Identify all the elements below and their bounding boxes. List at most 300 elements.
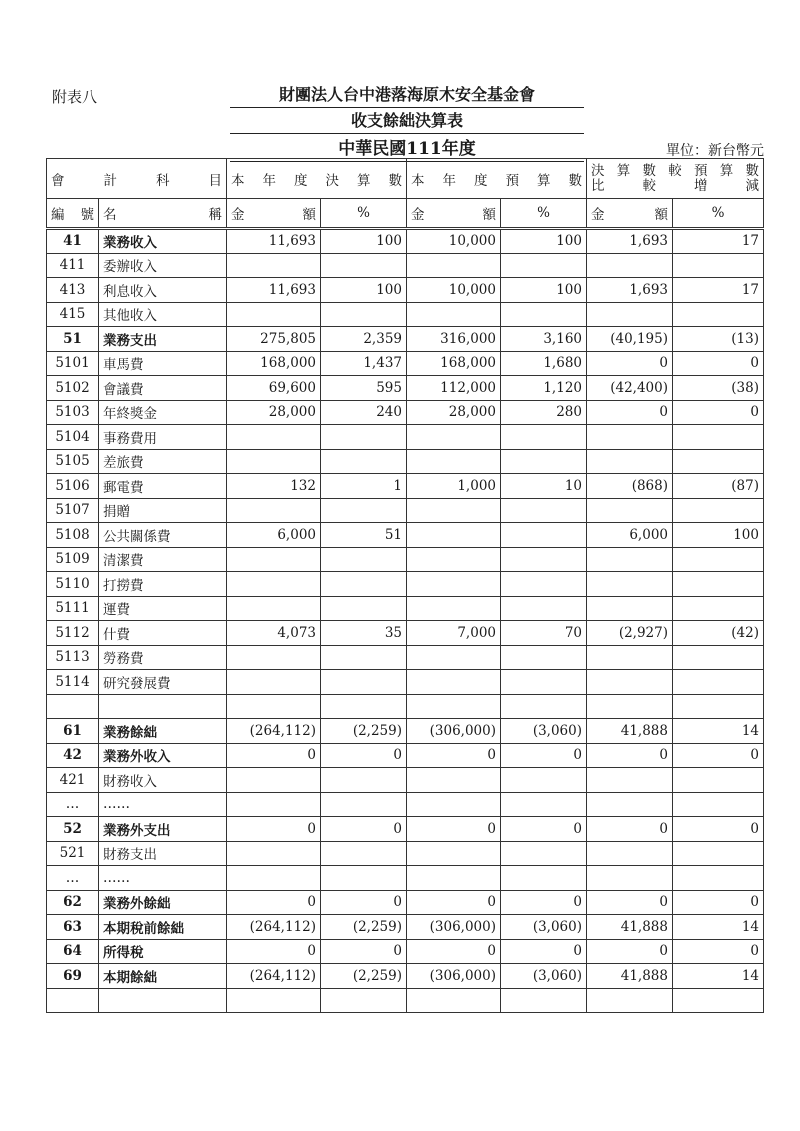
difference-percent: (42) (673, 621, 764, 646)
account-code: … (47, 866, 99, 891)
difference-amount (587, 425, 673, 450)
budget-percent (501, 253, 587, 278)
actual-amount: 6,000 (227, 523, 321, 548)
actual-amount (227, 253, 321, 278)
account-name: 車馬費 (99, 351, 227, 376)
actual-percent (321, 449, 407, 474)
actual-amount: 132 (227, 474, 321, 499)
header-char: 計 (103, 172, 117, 189)
budget-percent (501, 498, 587, 523)
budget-percent: (3,060) (501, 915, 587, 940)
difference-percent (673, 841, 764, 866)
actual-percent (321, 498, 407, 523)
budget-percent: 100 (501, 229, 587, 254)
actual-percent: 0 (321, 939, 407, 964)
header-char: 額 (302, 207, 316, 223)
account-code: 5112 (47, 621, 99, 646)
budget-amount (407, 841, 501, 866)
table-row (47, 670, 764, 695)
difference-amount (587, 988, 673, 1013)
header-actual-amount (227, 199, 321, 229)
table-row (47, 302, 764, 327)
account-code: 421 (47, 768, 99, 793)
actual-amount: 69,600 (227, 376, 321, 401)
budget-percent (501, 792, 587, 817)
table-row (47, 376, 764, 401)
actual-amount: (264,112) (227, 915, 321, 940)
difference-amount: 0 (587, 939, 673, 964)
header-actual-text (231, 169, 402, 189)
table-row (47, 694, 764, 719)
difference-amount (587, 694, 673, 719)
header-char: 金 (591, 207, 605, 223)
header-char: 額 (482, 207, 496, 223)
header-account (47, 159, 227, 199)
budget-amount: 0 (407, 939, 501, 964)
table-row (47, 988, 764, 1013)
account-name: 本期餘絀 (99, 964, 227, 989)
account-code: 5105 (47, 449, 99, 474)
header-char: 預 (505, 172, 519, 189)
header-actual-percent: % (321, 199, 407, 229)
difference-percent: 0 (673, 890, 764, 915)
header-char: 會 (51, 172, 65, 189)
difference-amount (587, 302, 673, 327)
budget-amount (407, 425, 501, 450)
header-difference-line1 (591, 164, 759, 179)
difference-amount (587, 645, 673, 670)
table-row (47, 547, 764, 572)
header-budget (407, 159, 587, 199)
budget-percent: 3,160 (501, 327, 587, 352)
difference-amount: (868) (587, 474, 673, 499)
difference-amount (587, 596, 673, 621)
report-title: 收支餘絀決算表 (230, 108, 584, 134)
actual-amount (227, 988, 321, 1013)
budget-amount: 0 (407, 890, 501, 915)
actual-amount: 275,805 (227, 327, 321, 352)
difference-percent: 14 (673, 719, 764, 744)
header-diff-amount-text (591, 203, 668, 223)
table-row (47, 278, 764, 303)
account-name: …… (99, 866, 227, 891)
header-char: 算 (719, 162, 734, 179)
difference-percent: 100 (673, 523, 764, 548)
header-char: 數 (568, 172, 582, 189)
difference-percent (673, 866, 764, 891)
budget-amount (407, 645, 501, 670)
actual-percent: 1,437 (321, 351, 407, 376)
account-name: 所得稅 (99, 939, 227, 964)
difference-amount: 0 (587, 351, 673, 376)
difference-percent: 0 (673, 939, 764, 964)
budget-amount: 112,000 (407, 376, 501, 401)
difference-amount (587, 572, 673, 597)
account-name: 打撈費 (99, 572, 227, 597)
account-code: 61 (47, 719, 99, 744)
account-code: … (47, 792, 99, 817)
actual-amount: 28,000 (227, 400, 321, 425)
actual-amount (227, 694, 321, 719)
header-char: 度 (294, 172, 308, 189)
header-char: 本 (231, 172, 245, 189)
header-account-text (51, 169, 222, 189)
header-char: 本 (411, 172, 425, 189)
account-code: 521 (47, 841, 99, 866)
account-code: 5101 (47, 351, 99, 376)
difference-amount: 0 (587, 890, 673, 915)
account-name: 業務餘絀 (99, 719, 227, 744)
header-char: 減 (745, 177, 759, 194)
table-row (47, 229, 764, 254)
table-row (47, 719, 764, 744)
difference-percent: 14 (673, 964, 764, 989)
account-name: 年終獎金 (99, 400, 227, 425)
account-code: 5109 (47, 547, 99, 572)
budget-percent: 0 (501, 890, 587, 915)
budget-percent (501, 645, 587, 670)
table-row (47, 866, 764, 891)
account-name: 會議費 (99, 376, 227, 401)
actual-percent (321, 645, 407, 670)
table-row (47, 351, 764, 376)
budget-percent: 10 (501, 474, 587, 499)
account-code: 415 (47, 302, 99, 327)
difference-percent (673, 253, 764, 278)
account-name: 業務外餘絀 (99, 890, 227, 915)
account-code: 63 (47, 915, 99, 940)
account-name: 其他收入 (99, 302, 227, 327)
account-name: 業務收入 (99, 229, 227, 254)
actual-amount: 0 (227, 817, 321, 842)
table-row (47, 572, 764, 597)
budget-percent (501, 866, 587, 891)
actual-amount: 0 (227, 890, 321, 915)
header-difference-line2 (591, 179, 759, 194)
account-name: 清潔費 (99, 547, 227, 572)
account-code: 5108 (47, 523, 99, 548)
budget-percent: 100 (501, 278, 587, 303)
actual-amount: 11,693 (227, 278, 321, 303)
difference-percent (673, 792, 764, 817)
budget-amount (407, 253, 501, 278)
table-row (47, 964, 764, 989)
account-code: 69 (47, 964, 99, 989)
difference-percent: (13) (673, 327, 764, 352)
difference-percent (673, 547, 764, 572)
actual-percent (321, 694, 407, 719)
budget-amount: 0 (407, 743, 501, 768)
difference-percent (673, 449, 764, 474)
budget-percent (501, 841, 587, 866)
difference-amount (587, 547, 673, 572)
budget-percent: 280 (501, 400, 587, 425)
difference-amount: 0 (587, 400, 673, 425)
header-char: 目 (208, 172, 222, 189)
actual-percent: 51 (321, 523, 407, 548)
table-row (47, 939, 764, 964)
table-row (47, 792, 764, 817)
difference-percent: 0 (673, 351, 764, 376)
budget-amount (407, 449, 501, 474)
header-char: 決 (591, 162, 605, 179)
account-name: 公共關係費 (99, 523, 227, 548)
actual-percent: 35 (321, 621, 407, 646)
header-char: 年 (262, 172, 276, 189)
header-char: 金 (411, 207, 425, 223)
account-name: 事務費用 (99, 425, 227, 450)
budget-amount (407, 988, 501, 1013)
budget-amount: 28,000 (407, 400, 501, 425)
table-row (47, 841, 764, 866)
actual-percent: 595 (321, 376, 407, 401)
account-code: 51 (47, 327, 99, 352)
header-row-1 (47, 159, 764, 199)
account-name: 差旅費 (99, 449, 227, 474)
budget-amount: (306,000) (407, 915, 501, 940)
actual-percent: 240 (321, 400, 407, 425)
actual-percent: 0 (321, 743, 407, 768)
account-name: 什費 (99, 621, 227, 646)
difference-amount: 41,888 (587, 964, 673, 989)
account-name: 勞務費 (99, 645, 227, 670)
actual-percent: (2,259) (321, 915, 407, 940)
actual-percent (321, 866, 407, 891)
budget-percent (501, 988, 587, 1013)
header-char: 預 (694, 162, 708, 179)
account-code: 5110 (47, 572, 99, 597)
difference-amount (587, 449, 673, 474)
header-char: 稱 (208, 207, 222, 223)
table-row (47, 768, 764, 793)
budget-amount: (306,000) (407, 964, 501, 989)
header-char: 比 (591, 177, 605, 194)
difference-amount (587, 768, 673, 793)
actual-percent (321, 596, 407, 621)
header-diff-percent: % (673, 199, 764, 229)
account-name: 財務支出 (99, 841, 227, 866)
account-code: 5102 (47, 376, 99, 401)
actual-percent: 100 (321, 229, 407, 254)
difference-amount: (42,400) (587, 376, 673, 401)
actual-amount: 0 (227, 939, 321, 964)
account-code: 5103 (47, 400, 99, 425)
header-char: 年 (442, 172, 456, 189)
difference-percent (673, 670, 764, 695)
actual-percent: 100 (321, 278, 407, 303)
actual-percent: (2,259) (321, 964, 407, 989)
table-row (47, 449, 764, 474)
account-name: 業務外支出 (99, 817, 227, 842)
difference-percent: 0 (673, 817, 764, 842)
header-name (99, 199, 227, 229)
budget-amount (407, 866, 501, 891)
budget-amount (407, 302, 501, 327)
header-char: 數 (388, 172, 402, 189)
budget-amount (407, 523, 501, 548)
budget-amount: 0 (407, 817, 501, 842)
actual-percent (321, 425, 407, 450)
difference-amount (587, 253, 673, 278)
budget-amount: (306,000) (407, 719, 501, 744)
budget-percent (501, 523, 587, 548)
actual-amount (227, 670, 321, 695)
actual-amount: 11,693 (227, 229, 321, 254)
actual-percent (321, 253, 407, 278)
header-actual (227, 159, 407, 199)
ledger-rows (47, 229, 764, 1013)
budget-percent: 0 (501, 817, 587, 842)
account-code: 5113 (47, 645, 99, 670)
actual-percent (321, 792, 407, 817)
account-name: 捐贈 (99, 498, 227, 523)
header-char: 算 (616, 162, 631, 179)
table-row (47, 915, 764, 940)
difference-percent (673, 572, 764, 597)
actual-percent: 1 (321, 474, 407, 499)
account-name: 業務支出 (99, 327, 227, 352)
header-budget-amount (407, 199, 501, 229)
actual-percent (321, 572, 407, 597)
actual-percent: 0 (321, 817, 407, 842)
difference-amount (587, 498, 673, 523)
budget-percent (501, 596, 587, 621)
table-row (47, 817, 764, 842)
account-code (47, 988, 99, 1013)
difference-percent: 17 (673, 229, 764, 254)
income-statement-table (46, 158, 764, 1013)
actual-amount (227, 425, 321, 450)
header-char: 決 (325, 172, 339, 189)
header-actual-amount-text (231, 203, 316, 223)
actual-percent (321, 768, 407, 793)
header-char: 數 (642, 162, 656, 179)
difference-percent (673, 694, 764, 719)
difference-percent: 14 (673, 915, 764, 940)
difference-amount: 41,888 (587, 719, 673, 744)
difference-percent: 0 (673, 743, 764, 768)
account-code: 52 (47, 817, 99, 842)
budget-percent (501, 670, 587, 695)
account-code: 5114 (47, 670, 99, 695)
difference-amount: 0 (587, 743, 673, 768)
budget-percent: 1,120 (501, 376, 587, 401)
difference-percent: (87) (673, 474, 764, 499)
account-name: 委辦收入 (99, 253, 227, 278)
actual-amount: (264,112) (227, 719, 321, 744)
currency-unit: 單位：新台幣元 (666, 143, 764, 159)
table-row (47, 645, 764, 670)
difference-percent (673, 768, 764, 793)
budget-amount (407, 768, 501, 793)
table-row (47, 327, 764, 352)
account-code: 41 (47, 229, 99, 254)
actual-percent (321, 302, 407, 327)
difference-amount (587, 866, 673, 891)
difference-percent: 17 (673, 278, 764, 303)
budget-amount: 1,000 (407, 474, 501, 499)
account-name (99, 988, 227, 1013)
header-char: 數 (745, 162, 759, 179)
account-code: 64 (47, 939, 99, 964)
actual-amount: 168,000 (227, 351, 321, 376)
account-name: 研究發展費 (99, 670, 227, 695)
fiscal-year: 中華民國111年度 (230, 134, 584, 162)
actual-amount (227, 645, 321, 670)
difference-percent (673, 596, 764, 621)
budget-percent: (3,060) (501, 964, 587, 989)
header-char: 名 (103, 207, 117, 223)
difference-amount: 6,000 (587, 523, 673, 548)
budget-percent (501, 768, 587, 793)
actual-percent (321, 670, 407, 695)
account-name: 財務收入 (99, 768, 227, 793)
account-code: 5106 (47, 474, 99, 499)
organization-title: 財團法人台中港落海原木安全基金會 (230, 82, 584, 108)
account-name: 本期稅前餘絀 (99, 915, 227, 940)
account-code: 5111 (47, 596, 99, 621)
budget-amount: 168,000 (407, 351, 501, 376)
account-code (47, 694, 99, 719)
budget-percent: 0 (501, 743, 587, 768)
budget-amount (407, 670, 501, 695)
difference-percent (673, 988, 764, 1013)
header-char: 號 (80, 207, 94, 223)
table-row (47, 400, 764, 425)
actual-amount (227, 792, 321, 817)
account-code: 5104 (47, 425, 99, 450)
actual-amount (227, 768, 321, 793)
budget-amount: 316,000 (407, 327, 501, 352)
actual-amount: 0 (227, 743, 321, 768)
budget-amount (407, 498, 501, 523)
budget-amount: 7,000 (407, 621, 501, 646)
table-row (47, 596, 764, 621)
header-char: 較 (642, 177, 656, 194)
difference-percent: (38) (673, 376, 764, 401)
account-code: 62 (47, 890, 99, 915)
actual-amount (227, 572, 321, 597)
actual-percent: (2,259) (321, 719, 407, 744)
header-name-text (103, 203, 222, 223)
table-row (47, 890, 764, 915)
budget-percent (501, 694, 587, 719)
header-char: 額 (654, 207, 668, 223)
difference-percent (673, 498, 764, 523)
actual-amount (227, 547, 321, 572)
header-char: 增 (694, 177, 708, 194)
actual-amount: 4,073 (227, 621, 321, 646)
header-char: 較 (668, 162, 682, 179)
budget-percent: 1,680 (501, 351, 587, 376)
account-name: 利息收入 (99, 278, 227, 303)
header-char: 算 (537, 172, 551, 189)
account-code: 413 (47, 278, 99, 303)
account-name: 運費 (99, 596, 227, 621)
budget-amount (407, 572, 501, 597)
budget-amount (407, 792, 501, 817)
actual-amount (227, 449, 321, 474)
budget-percent (501, 449, 587, 474)
header-char: 金 (231, 207, 245, 223)
budget-percent: 0 (501, 939, 587, 964)
actual-percent (321, 841, 407, 866)
difference-percent (673, 645, 764, 670)
difference-amount: 1,693 (587, 229, 673, 254)
actual-amount: (264,112) (227, 964, 321, 989)
budget-amount (407, 596, 501, 621)
header-difference (587, 159, 764, 199)
